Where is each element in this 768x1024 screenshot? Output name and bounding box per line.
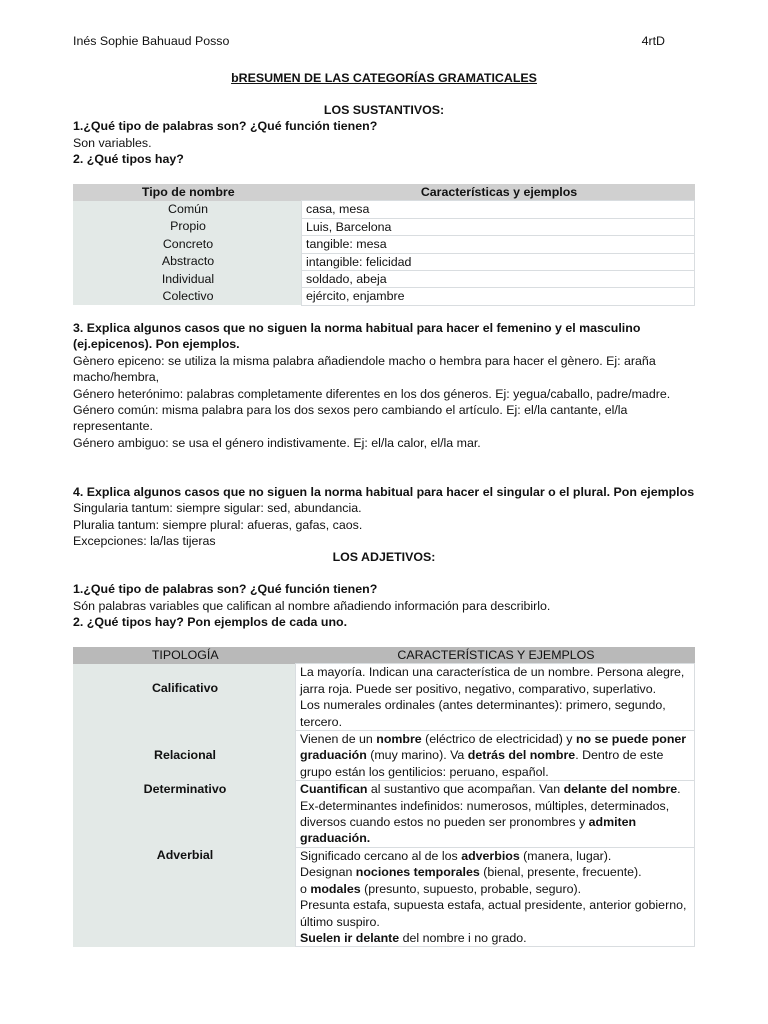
genero-comun-text: Género común: misma palabra para los dos sexos pero cambiando el artículo. Ej: el/la cantante, el/la representante. [73, 403, 628, 434]
ejemplo-cell: soldado, abeja [302, 271, 695, 288]
adverbial-text: Designan [300, 865, 356, 880]
caracteristicas-cell [296, 847, 695, 946]
sustantivos-question-4: 4. Explica algunos casos que no siguen la norma habitual para hacer el singular o el plural. Pon ejemplos [73, 485, 695, 499]
ejemplo-cell: Luis, Barcelona [302, 218, 695, 235]
genero-ambiguo-text: Género ambiguo: se usa el género indistivamente. Ej: el/la calor, el/la mar. [73, 435, 481, 450]
table-header: CARACTERÍSTICAS Y EJEMPLOS [296, 647, 695, 664]
adverbial-bold: Suelen ir delante [300, 930, 400, 945]
tipologia-table [73, 647, 695, 947]
adverbial-text: (manera, lugar). [519, 848, 612, 863]
tipologia-cell: Relacional [73, 731, 296, 781]
course-label: 4rtD [641, 34, 665, 48]
ejemplo-cell: intangible: felicidad [302, 253, 695, 270]
table-header: TIPOLOGÍA [73, 647, 296, 664]
tipologia-cell: Adverbial [73, 847, 296, 946]
tipologia-cell: Calificativo [73, 664, 296, 731]
adjetivos-heading: LOS ADJETIVOS: [332, 550, 436, 564]
table-header: Características y ejemplos [302, 184, 695, 201]
numero-section [73, 484, 695, 550]
tipologia-table-wrap [73, 647, 695, 947]
relacional-bold: no se puede poner graduación [300, 732, 687, 763]
tipo-cell: Propio [73, 218, 302, 235]
table-row [73, 253, 695, 270]
tipo-cell: Común [73, 201, 302, 218]
calificativo-text-2: Los numerales ordinales (antes determinantes): primero, segundo, tercero. [300, 698, 666, 729]
table-row [73, 218, 695, 235]
determinativo-text: . [677, 782, 681, 797]
pluralia-text: Pluralia tantum: siempre plural: afueras, gafas, caos. [73, 517, 363, 532]
caracteristicas-cell [296, 664, 695, 731]
sustantivos-question-3: 3. Explica algunos casos que no siguen la norma habitual para hacer el femenino y el masculino (ej.epicenos). Pon ejemplos. [73, 321, 641, 352]
determinativo-bold: admiten graduación. [300, 815, 637, 846]
ejemplo-cell: tangible: mesa [302, 236, 695, 253]
adverbial-text: (bienal, presente, frecuente). [479, 865, 642, 880]
sustantivos-heading: LOS SUSTANTIVOS: [323, 103, 445, 117]
tipos-nombre-table-wrap [73, 184, 695, 306]
relacional-text: . Dentro de este grupo están los gentilicios: peruano, español. [300, 748, 664, 779]
tipo-cell: Colectivo [73, 288, 302, 305]
adverbial-line-4: Presunta estafa, supuesta estafa, actual presidente, anterior gobierno, último suspiro. [300, 898, 687, 929]
adverbial-line-5 [300, 930, 694, 946]
table-row [73, 731, 695, 781]
determinativo-text: al sustantivo que acompañan. Van [367, 782, 564, 797]
document-title: bRESUMEN DE LAS CATEGORÍAS GRAMATICALES [231, 71, 537, 85]
excepciones-text: Excepciones: la/las tijeras [73, 534, 216, 549]
determinativo-bold: Cuantifican [300, 782, 368, 797]
genero-heteronimo-text: Género heterónimo: palabras completamente diferentes en los dos géneros. Ej: yegua/caballo, padre/madre. [73, 386, 671, 401]
adverbial-bold: adverbios [461, 848, 520, 863]
singularia-text: Singularia tantum: siempre sigular: sed, abundancia. [73, 501, 362, 516]
adverbial-line-3 [300, 881, 694, 897]
sustantivos-question-1: 1.¿Qué tipo de palabras son? ¿Qué función tienen? [73, 119, 378, 134]
table-row [73, 664, 695, 731]
table-row [73, 236, 695, 253]
determinativo-text: Ex-determinantes indefinidos: numerosos, múltiples, determinados, diversos cuando estos no pueden ser pronombres y [300, 798, 670, 830]
adverbial-line-2 [300, 864, 694, 880]
adjetivos-answer-1: Són palabras variables que califican al nombre añadiendo información para describirlo. [73, 598, 551, 613]
adjetivos-section [73, 549, 695, 631]
genero-epiceno-text: Gènero epiceno: se utiliza la misma palabra añadiendole macho o hembra para hacer el gènero. Ej: araña macho/hembra, [73, 353, 656, 385]
table-row [73, 288, 695, 305]
sustantivos-question-2: 2. ¿Qué tipos hay? [73, 152, 184, 167]
tipo-cell: Abstracto [73, 253, 302, 270]
adverbial-line-1 [300, 848, 694, 864]
table-header: Tipo de nombre [73, 184, 302, 201]
adverbial-bold: modales [310, 881, 361, 896]
genero-section [73, 320, 695, 451]
adverbial-bold: nociones temporales [355, 865, 480, 880]
tipos-nombre-table [73, 184, 695, 306]
relacional-text: (muy marino). Va [366, 748, 468, 763]
adjetivos-question-1: 1.¿Qué tipo de palabras son? ¿Qué función tienen? [73, 582, 378, 597]
author-name: Inés Sophie Bahuaud Posso [73, 34, 230, 48]
table-row [73, 847, 695, 946]
adverbial-text: o [300, 881, 311, 896]
determinativo-line-2 [300, 798, 694, 847]
sustantivos-answer-1: Son variables. [73, 135, 152, 150]
adjetivos-question-2: 2. ¿Qué tipos hay? Pon ejemplos de cada uno. [73, 615, 348, 630]
tipo-cell: Individual [73, 271, 302, 288]
determinativo-line-1 [300, 781, 694, 797]
relacional-bold: detrás del nombre [467, 748, 576, 763]
adverbial-text: Significado cercano al de los [300, 848, 462, 863]
relacional-bold: nombre [376, 732, 422, 747]
table-row [73, 201, 695, 218]
relacional-text: Vienen de un [300, 732, 377, 747]
tipo-cell: Concreto [73, 236, 302, 253]
caracteristicas-cell [296, 781, 695, 848]
ejemplo-cell: casa, mesa [302, 201, 695, 218]
sustantivos-section [73, 102, 695, 168]
determinativo-bold: delante del nombre [563, 782, 678, 797]
relacional-text: (eléctrico de electricidad) y [421, 732, 576, 747]
adverbial-text: (presunto, supuesto, probable, seguro). [360, 881, 582, 896]
tipologia-cell: Determinativo [73, 781, 296, 848]
calificativo-text-1: La mayoría. Indican una característica de un nombre. Persona alegre, jarra roja. Puede ser positivo, negativo, comparativo, superlativo. [300, 665, 685, 696]
table-row [73, 271, 695, 288]
caracteristicas-cell [296, 731, 695, 781]
table-row [73, 781, 695, 848]
ejemplo-cell: ejército, enjambre [302, 288, 695, 305]
adverbial-text: del nombre i no grado. [399, 930, 527, 945]
